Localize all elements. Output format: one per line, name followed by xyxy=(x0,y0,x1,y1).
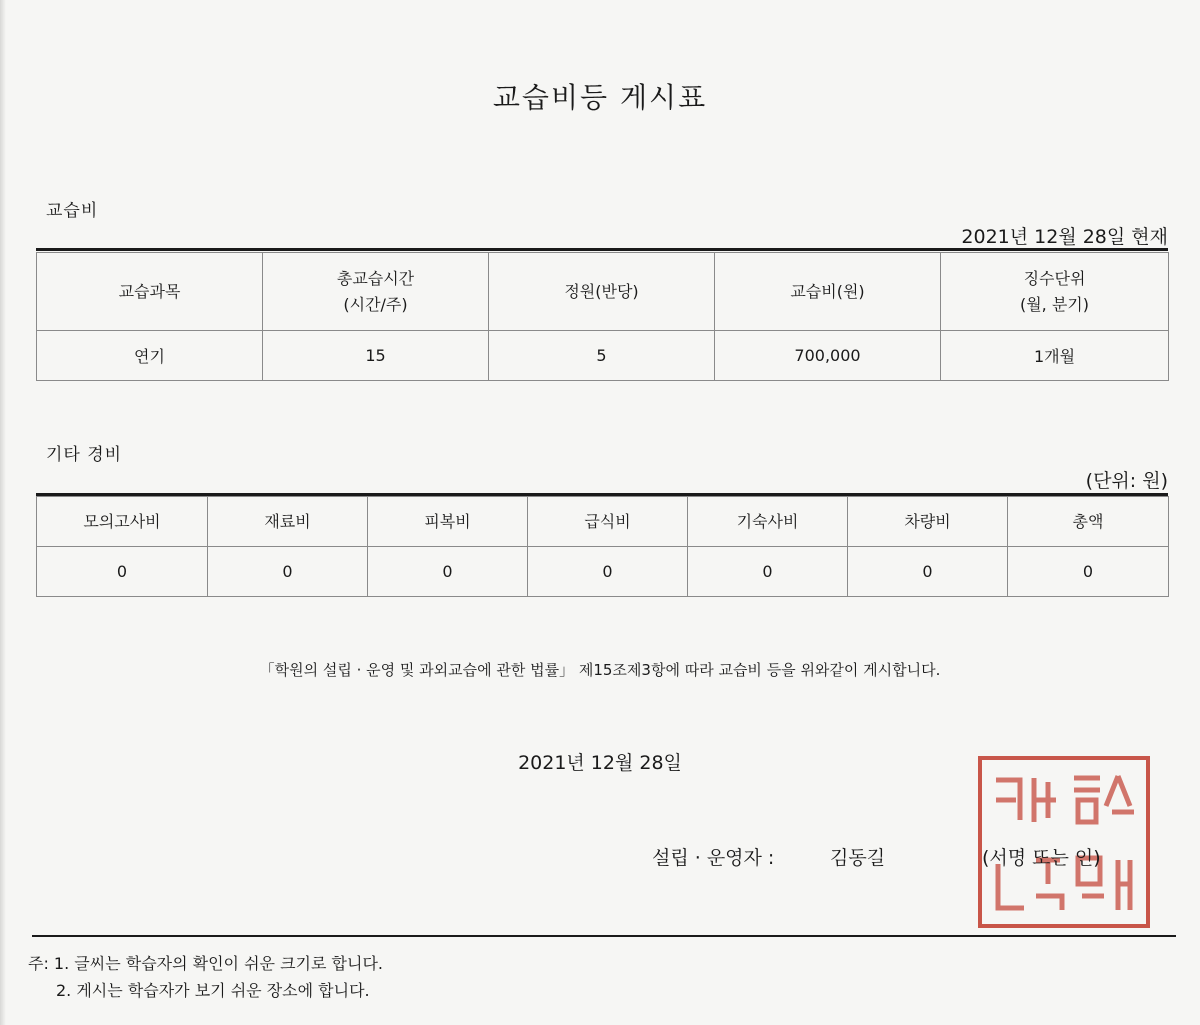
cell-dormitory: 0 xyxy=(688,547,848,597)
cell-capacity: 5 xyxy=(489,331,715,381)
cell-mock-exam: 0 xyxy=(37,547,208,597)
signature-note: (서명 또는 인) xyxy=(982,847,1101,869)
unit-note: (단위: 원) xyxy=(1085,470,1168,492)
official-seal xyxy=(978,756,1150,928)
header-meals: 급식비 xyxy=(528,497,688,547)
note-1: 주: 1. 글씨는 학습자의 확인이 쉬운 크기로 합니다. xyxy=(28,954,384,973)
cell-billing-unit: 1개월 xyxy=(941,331,1169,381)
table-row xyxy=(37,547,1169,597)
header-dormitory: 기숙사비 xyxy=(688,497,848,547)
footer-rule xyxy=(32,935,1176,937)
table-row xyxy=(37,331,1169,381)
founder-label: 설립 · 운영자 : xyxy=(652,847,775,869)
header-total: 총액 xyxy=(1008,497,1169,547)
header-vehicle: 차량비 xyxy=(848,497,1008,547)
as-of-date: 2021년 12월 28일 현재 xyxy=(961,226,1168,248)
law-statement: 「학원의 설립 · 운영 및 과외교습에 관한 법률」 제15조제3항에 따라 교습비 등을 위와같이 게시합니다. xyxy=(259,661,941,679)
header-materials: 재료비 xyxy=(208,497,368,547)
tuition-header-row xyxy=(37,253,1169,331)
header-capacity: 정원(반당) xyxy=(489,253,715,331)
cell-clothing: 0 xyxy=(368,547,528,597)
other-costs-section-label: 기타 경비 xyxy=(46,445,123,465)
header-total-hours: 총교습시간 (시간/주) xyxy=(263,253,489,331)
cell-tuition: 700,000 xyxy=(715,331,941,381)
other-costs-header-row xyxy=(37,497,1169,547)
founder-name: 김동길 xyxy=(830,847,886,869)
tuition-top-rule xyxy=(36,248,1168,251)
notes-block xyxy=(28,950,383,1004)
cell-materials: 0 xyxy=(208,547,368,597)
cell-total: 0 xyxy=(1008,547,1169,597)
tuition-table xyxy=(36,252,1169,381)
other-costs-table xyxy=(36,496,1169,597)
header-subject: 교습과목 xyxy=(37,253,263,331)
header-clothing: 피복비 xyxy=(368,497,528,547)
cell-meals: 0 xyxy=(528,547,688,597)
cell-total-hours: 15 xyxy=(263,331,489,381)
seal-pattern xyxy=(982,760,1146,924)
note-2: 2. 게시는 학습자가 보기 쉬운 장소에 합니다. xyxy=(56,981,370,1000)
cell-subject: 연기 xyxy=(37,331,263,381)
cell-vehicle: 0 xyxy=(848,547,1008,597)
header-mock-exam: 모의고사비 xyxy=(37,497,208,547)
header-billing-unit: 징수단위 (월, 분기) xyxy=(941,253,1169,331)
posting-date: 2021년 12월 28일 xyxy=(518,752,682,774)
tuition-section-label: 교습비 xyxy=(46,201,99,221)
scan-edge xyxy=(0,0,6,1025)
page-title: 교습비등 게시표 xyxy=(492,81,708,114)
header-tuition: 교습비(원) xyxy=(715,253,941,331)
